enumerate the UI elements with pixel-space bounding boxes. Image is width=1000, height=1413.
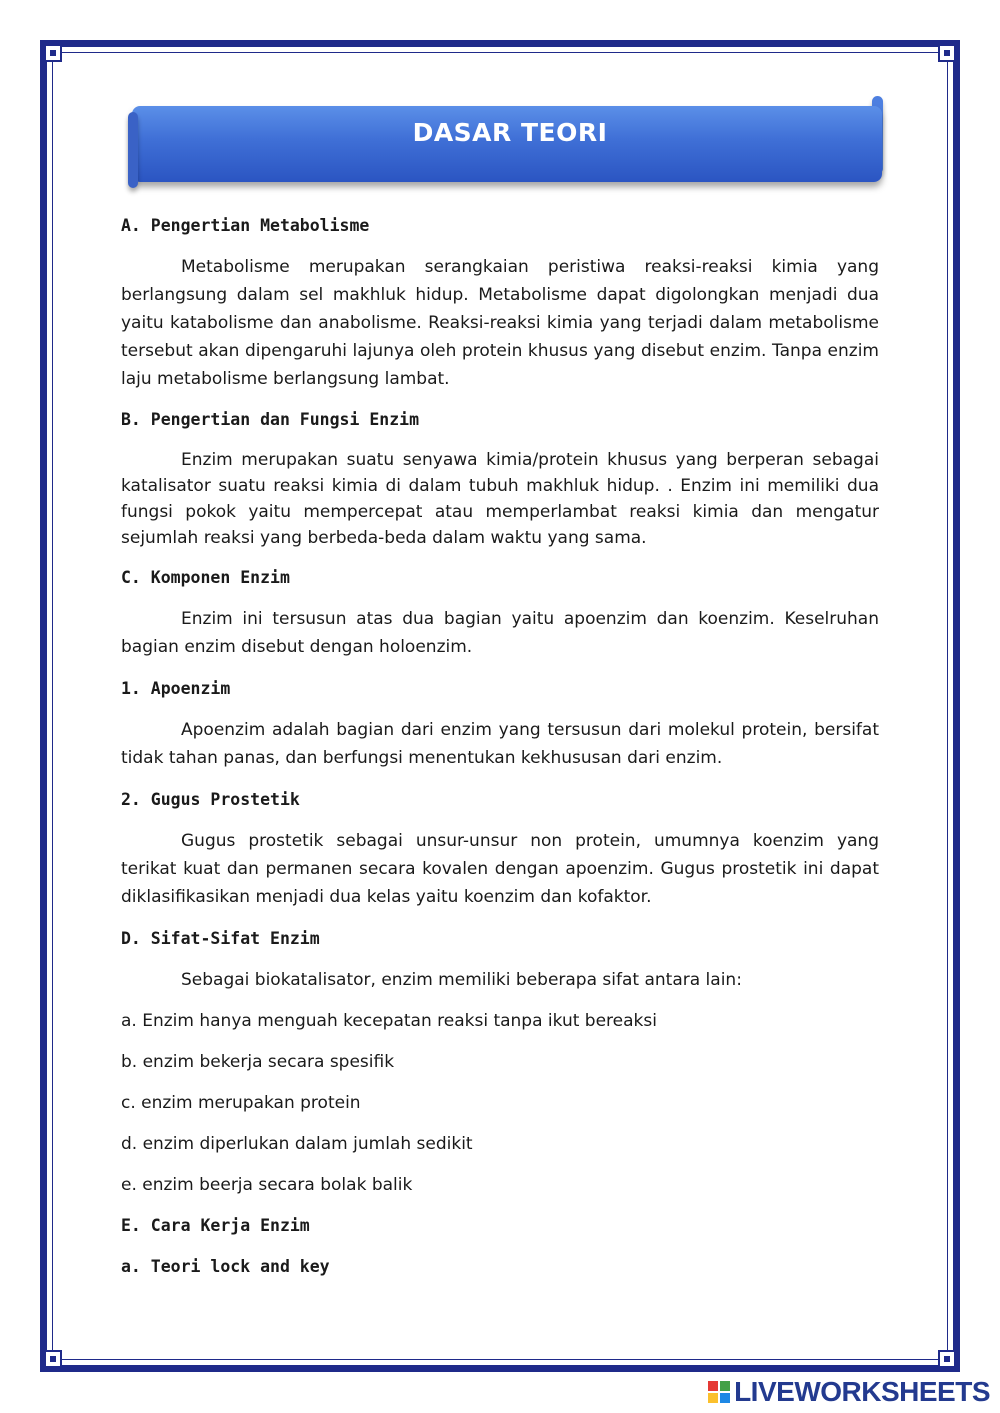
section-heading: D. Sifat-Sifat Enzim (121, 929, 320, 948)
section-heading: A. Pengertian Metabolisme (121, 216, 370, 235)
paragraph: Enzim ini tersusun atas dua bagian yaitu apoenzim dan koenzim. Keselruhan bagian enzim disebut dengan holoenzim. (121, 609, 879, 657)
liveworksheets-logo-icon (708, 1381, 730, 1403)
subsection-heading: a. Teori lock and key (121, 1257, 330, 1276)
paragraph: Enzim merupakan suatu senyawa kimia/protein khusus yang berperan sebagai katalisator suatu reaksi kimia di dalam tubuh makhluk hidup. . Enzim ini memiliki dua fungsi pokok yaitu mempercepat atau memperlambat reaksi kimia dan mengatur sejumlah reaksi yang berbeda-beda dalam waktu yang sama. (121, 450, 879, 548)
list-item: d. enzim diperlukan dalam jumlah sedikit (121, 1134, 473, 1154)
list-item: a. Enzim hanya menguah kecepatan reaksi tanpa ikut bereaksi (121, 1011, 657, 1031)
corner-ornament-icon (44, 1350, 62, 1368)
list-item: e. enzim beerja secara bolak balik (121, 1175, 413, 1195)
corner-ornament-icon (938, 44, 956, 62)
subsection-heading: 2. Gugus Prostetik (121, 790, 300, 809)
paragraph: Sebagai biokatalisator, enzim memiliki beberapa sifat antara lain: (181, 970, 742, 990)
document-body (121, 212, 879, 1281)
section-heading: B. Pengertian dan Fungsi Enzim (121, 410, 420, 429)
list-item: c. enzim merupakan protein (121, 1093, 361, 1113)
corner-ornament-icon (44, 44, 62, 62)
corner-ornament-icon (938, 1350, 956, 1368)
section-heading: C. Komponen Enzim (121, 568, 290, 587)
paragraph: Apoenzim adalah bagian dari enzim yang tersusun dari molekul protein, bersifat tidak tahan panas, dan berfungsi menentukan kekhususan dari enzim. (121, 720, 879, 768)
paragraph: Metabolisme merupakan serangkaian peristiwa reaksi-reaksi kimia yang berlangsung dalam sel makhluk hidup. Metabolisme dapat digolongkan menjadi dua yaitu katabolisme dan anabolisme. Reaksi-reaksi kimia yang terjadi dalam metabolisme tersebut akan dipengaruhi lajunya oleh protein khusus yang disebut enzim. Tanpa enzim laju metabolisme berlangsung lambat. (121, 257, 879, 389)
paragraph: Gugus prostetik sebagai unsur-unsur non protein, umumnya koenzim yang terikat kuat dan permanen secara kovalen dengan apoenzim. Gugus prostetik ini dapat diklasifikasikan menjadi dua kelas yaitu koenzim dan kofaktor. (121, 831, 879, 907)
list-item: b. enzim bekerja secara spesifik (121, 1052, 395, 1072)
page-title: DASAR TEORI (412, 118, 608, 147)
watermark-text: LIVEWORKSHEETS (734, 1376, 990, 1407)
section-heading: E. Cara Kerja Enzim (121, 1216, 310, 1235)
liveworksheets-watermark (708, 1377, 990, 1407)
subsection-heading: 1. Apoenzim (121, 679, 231, 698)
